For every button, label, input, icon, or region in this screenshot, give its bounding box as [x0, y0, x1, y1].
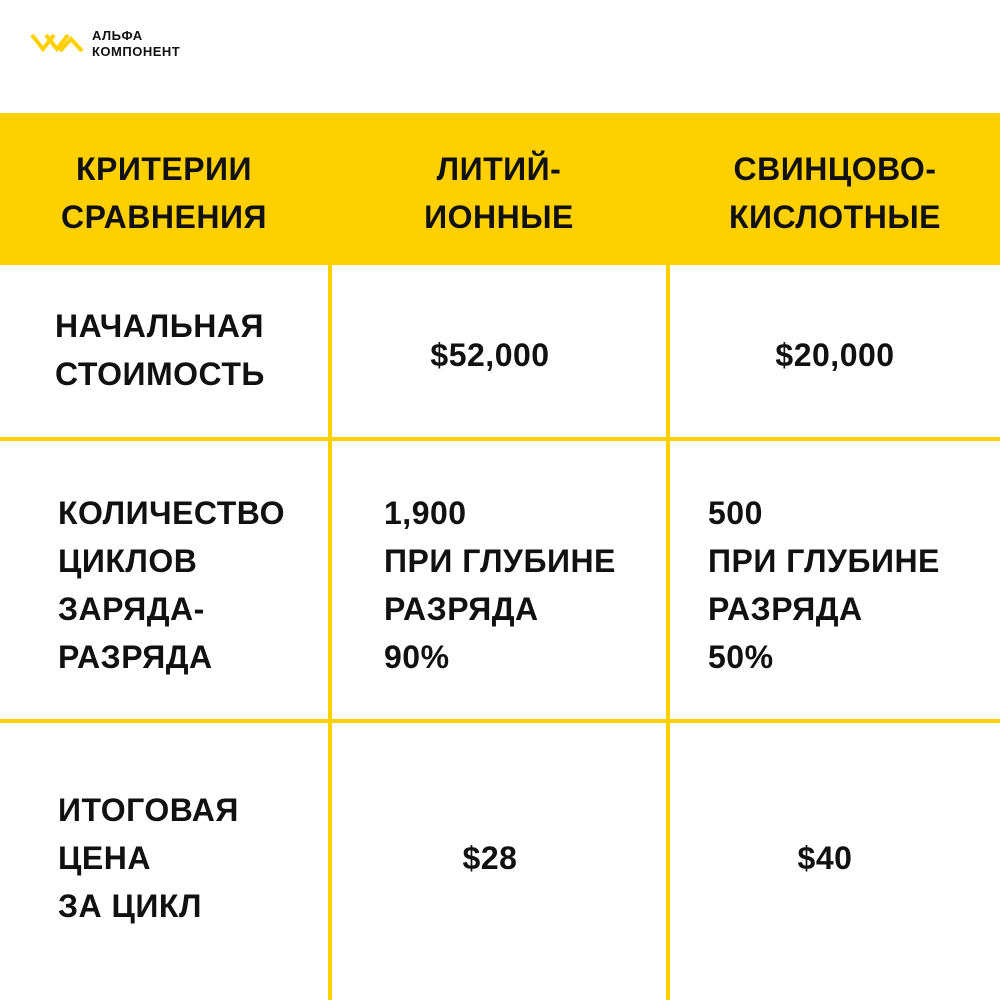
- header-lithium-ion: ЛИТИЙ- ИОННЫЕ: [424, 151, 574, 235]
- logo-line-2: КОМПОНЕНТ: [92, 44, 181, 59]
- row-value-lithium-price-per-cycle: $28: [462, 840, 518, 876]
- row-divider: [0, 437, 1000, 441]
- logo-text: [92, 28, 180, 60]
- header-lead-acid: СВИНЦОВО- КИСЛОТНЫЕ: [728, 151, 941, 235]
- header-criteria: КРИТЕРИИ СРАВНЕНИЯ: [61, 151, 267, 235]
- row-value-lead-cycles: 500 ПРИ ГЛУБИНЕ РАЗРЯДА 50%: [708, 495, 940, 675]
- logo-line-1: АЛЬФА: [92, 28, 143, 43]
- row-criterion-price-per-cycle: ИТОГОВАЯ ЦЕНА ЗА ЦИКЛ: [58, 792, 239, 924]
- row-value-lithium-cycles: 1,900 ПРИ ГЛУБИНЕ РАЗРЯДА 90%: [384, 495, 616, 675]
- row-criterion-initial-cost: НАЧАЛЬНАЯ СТОИМОСТЬ: [55, 308, 265, 392]
- row-divider: [0, 719, 1000, 723]
- row-value-lead-price-per-cycle: $40: [797, 840, 853, 876]
- row-value-lithium-initial-cost: $52,000: [430, 337, 550, 373]
- row-value-lead-initial-cost: $20,000: [775, 337, 895, 373]
- chevrons-logo-icon: [30, 29, 84, 59]
- row-criterion-cycles: КОЛИЧЕСТВО ЦИКЛОВ ЗАРЯДА- РАЗРЯДА: [58, 495, 285, 675]
- company-logo: [30, 28, 180, 60]
